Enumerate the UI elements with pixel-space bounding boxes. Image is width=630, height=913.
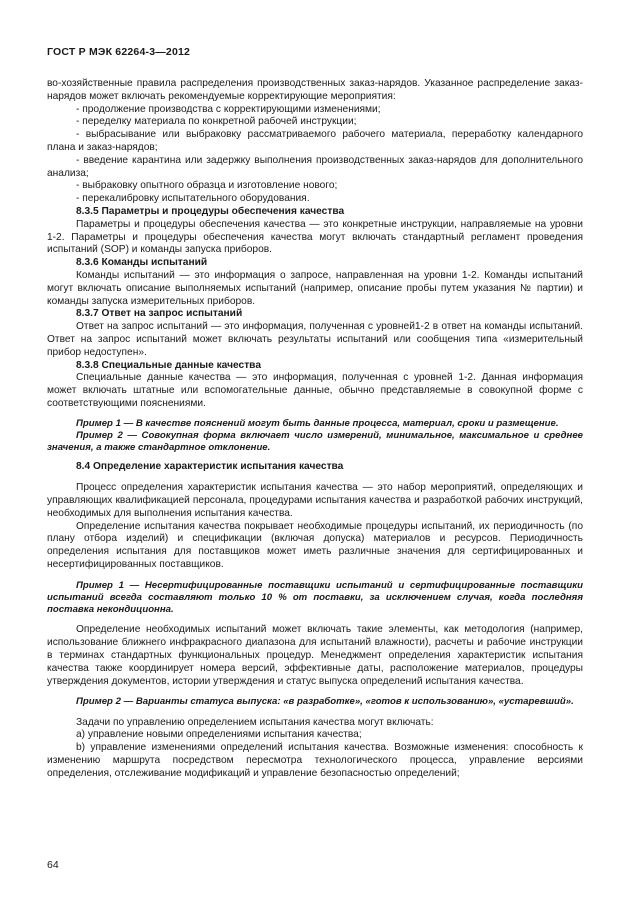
paragraph: Процесс определения характеристик испытания качества — это набор мероприятий, определяющих и управляющих квалификацией персонала, процедурами испытания качества и разработкой рабочих инструкций, необходимых для выполнения испытания качества. <box>47 482 583 519</box>
list-item: - перекалибровку испытательного оборудования. <box>76 193 310 205</box>
list-item: a) управление новыми определениями испытания качества; <box>76 729 362 741</box>
example-note: Пример 1 — Несертифицированные поставщики испытаний и сертифицированные поставщики испытаний всегда составляют только 10 % от поставки, за исключением случая, когда последняя поставка некондиционна. <box>47 579 583 616</box>
section-heading: 8.3.5 Параметры и процедуры обеспечения качества <box>76 205 345 217</box>
list-item: - введение карантина или задержку выполнения производственных заказ-нарядов для дополнительного анализа; <box>47 154 583 179</box>
paragraph: Параметры и процедуры обеспечения качества — это конкретные инструкции, направляемые на уровни 1-2. Параметры и процедуры обеспечения качества могут включать стандартный регламент проведения испытаний (SOP) и команды запуска приборов. <box>47 218 583 256</box>
paragraph: Определение необходимых испытаний может включать такие элементы, как методология (например, использование ближнего инфракрасного диапазона для испытаний влажности), расчеты и рабочие инструкции в терминах стандартных функциональных процедур. Менеджмент определения характеристик испытания качества также координирует номера версий, эффективные даты, расположение материалов, процедуры утверждения документов, истории утверждения и статус выпуска определений испытания качества. <box>47 624 583 687</box>
paragraph: Задачи по управлению определением испытания качества могут включать: <box>76 716 434 728</box>
example-note: Пример 1 — В качестве пояснений могут быть данные процесса, материал, сроки и размещение. <box>76 417 559 429</box>
page-number: 64 <box>47 859 59 871</box>
paragraph: Команды испытаний — это информация о запросе, направленная на уровни 1-2. Команды испытаний могут включать описание выполняемых испытаний (например, описание пробы путем указания № партии) и команды запуска измерительных приборов. <box>47 269 583 307</box>
example-note: Пример 2 — Совокупная форма включает число измерений, минимальное, максимальное и среднее значения, а также стандартное отклонение. <box>47 429 583 454</box>
paragraph: во-хозяйственные правила распределения производственных заказ-нарядов. Указанное распределение заказ-нарядов может включать рекомендуемые корректирующие мероприятия: <box>47 78 583 102</box>
section-heading: 8.4 Определение характеристик испытания качества <box>76 461 344 473</box>
section-heading: 8.3.6 Команды испытаний <box>76 257 208 269</box>
paragraph: Ответ на запрос испытаний — это информация, полученная с уровней1-2 в ответ на команды испытаний. Ответ на запрос испытаний может включать результаты испытаний или сообщения типа «измерительный прибор недоступен». <box>47 321 583 358</box>
paragraph: Специальные данные качества — это информация, полученная с уровней 1-2. Данная информация может включать штатные или вспомогательные данные, обычно представляемые в совокупной форме с соответствующими пояснениями. <box>47 372 583 409</box>
list-item: b) управление изменениями определений испытания качества. Возможные изменения: способность к изменению маршрута посредством пересмотра технологического процесса, управление версиями определения, отслеживание модификаций и управление безопасностью определений; <box>47 742 583 779</box>
example-note: Пример 2 — Варианты статуса выпуска: «в разработке», «готов к использованию», «устаревший». <box>76 696 574 708</box>
list-item: - переделку материала по конкретной рабочей инструкции; <box>76 116 357 128</box>
list-item: - выбрасывание или выбраковку рассматриваемого рабочего материала, переработку календарного плана и заказ-нарядов; <box>47 129 583 153</box>
standard-header: ГОСТ Р МЭК 62264-3—2012 <box>47 46 191 58</box>
body-text <box>47 78 583 780</box>
section-heading: 8.3.8 Специальные данные качества <box>76 359 261 371</box>
list-item: - выбраковку опытного образца и изготовление нового; <box>76 180 338 192</box>
paragraph: Определение испытания качества покрывает необходимые процедуры испытаний, их периодичность (по плану отбора изделий) и спецификации (включая допуска) материалов и ресурсов. Периодичность определения испытания для поставщиков может иметь различные значения для сертифицированных и несертифицированных поставщиков. <box>47 520 583 570</box>
section-heading: 8.3.7 Ответ на запрос испытаний <box>76 308 243 320</box>
list-item: - продолжение производства с корректирующими изменениями; <box>76 103 381 115</box>
